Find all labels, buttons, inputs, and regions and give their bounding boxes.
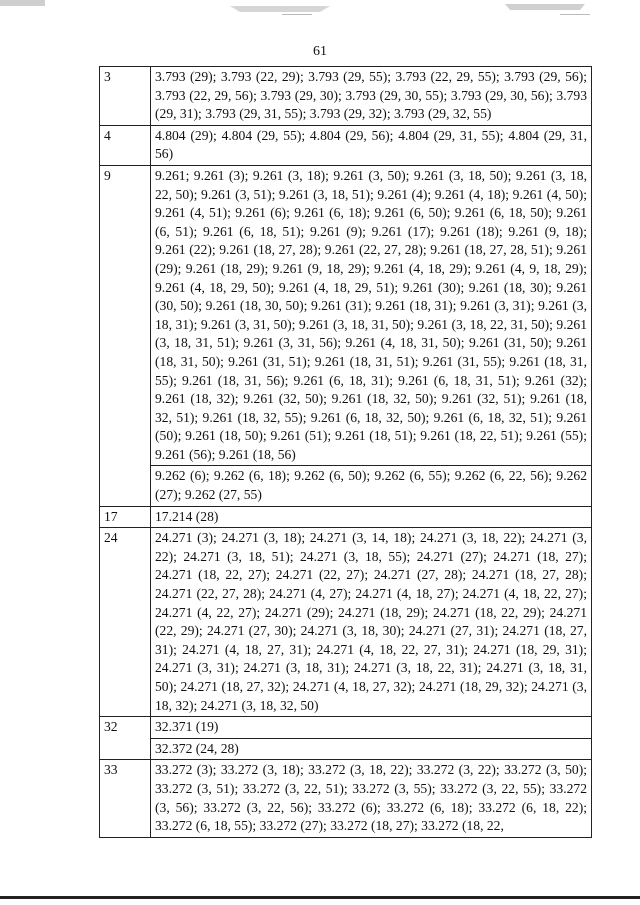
table-row <box>100 165 592 466</box>
table-row <box>100 67 592 126</box>
row-values: 32.371 (19) <box>151 717 592 739</box>
table-row <box>100 466 592 506</box>
row-values: 32.372 (24, 28) <box>151 738 592 760</box>
table-row <box>100 738 592 760</box>
page-number: 61 <box>313 44 327 59</box>
row-code: 3 <box>100 67 151 126</box>
table-row <box>100 528 592 717</box>
row-code: 4 <box>100 125 151 165</box>
row-code: 33 <box>100 760 151 837</box>
row-values: 4.804 (29); 4.804 (29, 55); 4.804 (29, 56); 4.804 (29, 31, 55); 4.804 (29, 31, 56) <box>151 125 592 165</box>
row-code: 17 <box>100 506 151 528</box>
table-row <box>100 760 592 837</box>
table-row <box>100 506 592 528</box>
table-row <box>100 717 592 739</box>
row-values: 17.214 (28) <box>151 506 592 528</box>
row-values: 9.262 (6); 9.262 (6, 18); 9.262 (6, 50); 9.262 (6, 55); 9.262 (6, 22, 56); 9.262 (27); 9.262 (27, 55) <box>151 466 592 506</box>
row-values: 24.271 (3); 24.271 (3, 18); 24.271 (3, 14, 18); 24.271 (3, 18, 22); 24.271 (3, 22); 24.271 (3, 18, 51); 24.271 (3, 18, 55); 24.271 (27); 24.271 (18, 27); 24.271 (18, 22, 27); 24.271 (22, 27); 24.271 (27, 28); 24.271 (18, 27, 28); 24.271 (22, 27, 28); 24.271 (4, 27); 24.271 (4, 18, 27); 24.271 (4, 18, 22, 27); 24.271 (4, 22, 27); 24.271 (29); 24.271 (18, 29); 24.271 (18, 22, 29); 24.271 (22, 29); 24.271 (27, 30); 24.271 (3, 18, 30); 24.271 (27, 31); 24.271 (18, 27, 31); 24.271 (4, 18, 27, 31); 24.271 (4, 18, 22, 27, 31); 24.271 (18, 29, 31); 24.271 (3, 31); 24.271 (3, 18, 31); 24.271 (3, 18, 22, 31); 24.271 (3, 18, 31, 50); 24.271 (18, 27, 32); 24.271 (4, 18, 27, 32); 24.271 (18, 29, 32); 24.271 (3, 18, 32); 24.271 (3, 18, 32, 50) <box>151 528 592 717</box>
code-table <box>99 66 592 838</box>
row-values: 3.793 (29); 3.793 (22, 29); 3.793 (29, 55); 3.793 (22, 29, 55); 3.793 (29, 56); 3.793 (22, 29, 56); 3.793 (29, 30); 3.793 (29, 30, 55); 3.793 (29, 30, 56); 3.793 (29, 31); 3.793 (29, 31, 55); 3.793 (29, 32); 3.793 (29, 32, 55) <box>151 67 592 126</box>
row-code: 24 <box>100 528 151 717</box>
row-values: 33.272 (3); 33.272 (3, 18); 33.272 (3, 18, 22); 33.272 (3, 22); 33.272 (3, 50); 33.272 (3, 51); 33.272 (3, 22, 51); 33.272 (3, 55); 33.272 (3, 22, 55); 33.272 (3, 56); 33.272 (3, 22, 56); 33.272 (6); 33.272 (6, 18); 33.272 (6, 18, 22); 33.272 (6, 18, 55); 33.272 (27); 33.272 (18, 27); 33.272 (18, 22, <box>151 760 592 837</box>
table-row <box>100 125 592 165</box>
row-code: 9 <box>100 165 151 506</box>
scan-edge-artifact <box>0 0 640 22</box>
row-values: 9.261; 9.261 (3); 9.261 (3, 18); 9.261 (3, 50); 9.261 (3, 18, 50); 9.261 (3, 18, 22, 50); 9.261 (3, 51); 9.261 (3, 18, 51); 9.261 (4); 9.261 (4, 18); 9.261 (4, 50); 9.261 (4, 51); 9.261 (6); 9.261 (6, 18); 9.261 (6, 50); 9.261 (6, 18, 50); 9.261 (6, 51); 9.261 (6, 18, 51); 9.261 (9); 9.261 (17); 9.261 (18); 9.261 (9, 18); 9.261 (22); 9.261 (18, 27, 28); 9.261 (22, 27, 28); 9.261 (18, 27, 28, 51); 9.261 (29); 9.261 (18, 29); 9.261 (9, 18, 29); 9.261 (4, 18, 29); 9.261 (4, 9, 18, 29); 9.261 (4, 18, 29, 50); 9.261 (4, 18, 29, 51); 9.261 (30); 9.261 (18, 30); 9.261 (30, 50); 9.261 (18, 30, 50); 9.261 (31); 9.261 (18, 31); 9.261 (3, 31); 9.261 (3, 18, 31); 9.261 (3, 31, 50); 9.261 (3, 18, 31, 50); 9.261 (3, 18, 22, 31, 50); 9.261 (3, 18, 31, 51); 9.261 (3, 31, 56); 9.261 (4, 18, 31, 50); 9.261 (31, 50); 9.261 (18, 31, 50); 9.261 (31, 51); 9.261 (18, 31, 51); 9.261 (31, 55); 9.261 (18, 31, 55); 9.261 (18, 31, 56); 9.261 (6, 18, 31); 9.261 (6, 18, 31, 51); 9.261 (32); 9.261 (18, 32); 9.261 (32, 50); 9.261 (18, 32, 50); 9.261 (32, 51); 9.261 (18, 32, 51); 9.261 (18, 32, 55); 9.261 (6, 18, 32, 50); 9.261 (6, 18, 32, 51); 9.261 (50); 9.261 (18, 50); 9.261 (51); 9.261 (18, 51); 9.261 (18, 22, 51); 9.261 (55); 9.261 (56); 9.261 (18, 56) <box>151 165 592 466</box>
row-code: 32 <box>100 717 151 760</box>
scan-bottom-edge <box>0 896 640 899</box>
